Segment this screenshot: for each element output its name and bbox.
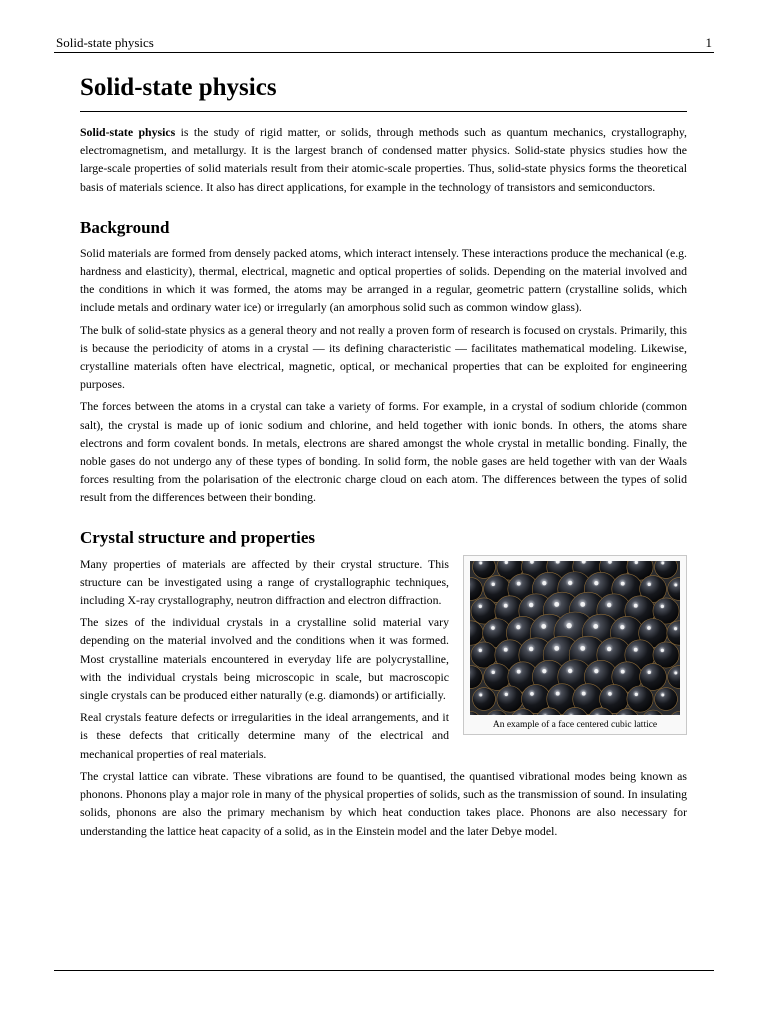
atom-highlight bbox=[634, 603, 638, 607]
atom-highlight bbox=[479, 693, 482, 696]
lattice-atom bbox=[497, 686, 523, 712]
atom-highlight bbox=[582, 691, 586, 695]
atom-highlight bbox=[568, 668, 572, 672]
atom-highlight bbox=[647, 626, 651, 630]
running-header bbox=[54, 34, 714, 53]
background-paragraph-3: The forces between the atoms in a crystal can take a variety of forms. For example, in a crystal of sodium chloride (common salt), the crystal is made up of ionic sodium and chlorine, and held together with ionic bonds. In others, the atoms share electrons and form covalent bonds. In metals, electrons are shared amongst the whole crystal in metallic bonding. Finally, the noble gases do not undergo any of these types of bonding. In solid form, the noble gases are held together with van der Waals forces resulting from the polarisation of the electronic charge cloud on each atom. The differences between the types of solid result from the differences between their bonding. bbox=[80, 399, 687, 505]
atom-highlight bbox=[648, 582, 651, 585]
atom-highlight bbox=[674, 627, 677, 630]
atom-highlight bbox=[556, 691, 560, 695]
intro-paragraph bbox=[80, 123, 687, 196]
atom-highlight bbox=[608, 692, 612, 696]
crystal-paragraph-3: Real crystals feature defects or irregularities in the ideal arrangements, and it is these defects that critically determine many of the electrical and mechanical properties of real materials. bbox=[80, 710, 449, 761]
atom-highlight bbox=[621, 581, 625, 585]
atom-highlight bbox=[580, 602, 585, 607]
atom-highlight bbox=[505, 692, 508, 695]
lattice-atom bbox=[473, 687, 496, 710]
atom-highlight bbox=[516, 625, 520, 629]
atom-highlight bbox=[504, 647, 508, 651]
lattice-atom bbox=[655, 687, 678, 710]
atom-highlight bbox=[492, 582, 495, 585]
section-heading-background: Background bbox=[80, 217, 170, 237]
atom-highlight bbox=[491, 626, 495, 630]
crystal-paragraph-4: The crystal lattice can vibrate. These vibrations are found to be quantised, the quantised vibrational modes being known as phonons. Phonons play a major role in many of the physical properties of solids, such as the transmission of sound. In insulating solids, phonons are also the primary mechanism by which heat conduction takes place. Phonons are also necessary for understanding the lattice heat capacity of a solid, as in the Einstein model and the later Debye model. bbox=[80, 768, 687, 838]
atom-highlight bbox=[517, 581, 521, 585]
atom-highlight bbox=[517, 669, 521, 673]
atom-highlight bbox=[568, 580, 572, 584]
atom-highlight bbox=[504, 603, 508, 607]
atom-highlight bbox=[492, 670, 495, 673]
atom-highlight bbox=[634, 647, 638, 651]
crystal-paragraph-1: Many properties of materials are affected by their crystal structure. This structure can be investigated using a range of crystallographic techniques, including X-ray crystallography, neutron diffraction and electron diffraction. bbox=[80, 556, 449, 608]
atom-highlight bbox=[648, 670, 651, 673]
atom-highlight bbox=[529, 602, 533, 606]
atom-highlight bbox=[661, 604, 664, 607]
running-title: Solid-state physics bbox=[56, 35, 154, 50]
atom-highlight bbox=[479, 604, 482, 607]
atom-highlight bbox=[529, 646, 533, 650]
atom-highlight bbox=[607, 602, 611, 606]
fcc-lattice-figure bbox=[463, 555, 687, 735]
intro-text: is the study of rigid matter, or solids, through methods such as quantum mechanics, crystallography, electromagnetism, and metallurgy. It is the largest branch of condensed matter physics. Solid-state physics studies how the large-scale properties of solid materials result from their atomic-scale properties. Thus, solid-state physics forms the theoretical basis of materials science. It also has direct applications, for example in the technology of transistors and semiconductors. bbox=[80, 125, 687, 194]
atom-highlight bbox=[674, 671, 677, 674]
page-title: Solid-state physics bbox=[80, 70, 687, 112]
fcc-lattice-image bbox=[470, 561, 680, 715]
atom-highlight bbox=[479, 561, 482, 564]
atom-highlight bbox=[661, 561, 664, 564]
atom-highlight bbox=[620, 625, 624, 629]
atom-highlight bbox=[542, 581, 546, 585]
atom-highlight bbox=[674, 583, 677, 586]
intro-term: Solid-state physics bbox=[80, 125, 176, 139]
figure-caption: An example of a face centered cubic lattice bbox=[492, 719, 658, 730]
atom-highlight bbox=[541, 624, 546, 629]
atom-highlight bbox=[594, 669, 598, 673]
atom-highlight bbox=[479, 648, 482, 651]
atom-highlight bbox=[566, 623, 571, 628]
atom-highlight bbox=[542, 669, 546, 673]
atom-highlight bbox=[593, 624, 598, 629]
atom-highlight bbox=[661, 648, 664, 651]
atom-highlight bbox=[661, 693, 664, 696]
crystal-paragraph-2: The sizes of the individual crystals in a crystalline solid material vary depending on the material involved and the conditions when it was formed. Most crystalline materials encountered in everyday life are polycrystalline, with the individual crystals being microscopic in scale, but macroscopic single crystals can be produced either naturally (e.g. diamonds) or artificially. bbox=[80, 615, 449, 703]
atom-highlight bbox=[554, 602, 559, 607]
atom-highlight bbox=[554, 646, 559, 651]
atom-highlight bbox=[607, 646, 611, 650]
background-paragraph-2: The bulk of solid-state physics as a general theory and not really a proven form of research is focused on crystals. Primarily, this is because the periodicity of atoms in a crystal — its defining characteristic — facilitates mathematical modeling. Likewise, crystalline materials often have electrical, magnetic, optical, or mechanical properties that can be exploited for engineering purposes. bbox=[80, 322, 687, 392]
footer-rule bbox=[54, 970, 714, 971]
lattice-atom bbox=[627, 686, 653, 712]
atom-highlight bbox=[580, 646, 585, 651]
atom-highlight bbox=[621, 669, 625, 673]
atom-highlight bbox=[530, 692, 534, 696]
atom-highlight bbox=[594, 581, 598, 585]
atom-highlight bbox=[635, 692, 638, 695]
page-number: 1 bbox=[705, 35, 712, 50]
section-heading-crystal-structure: Crystal structure and properties bbox=[80, 527, 315, 547]
background-paragraph-1: Solid materials are formed from densely packed atoms, which interact intensely. These interactions produce the mechanical (e.g. hardness and elasticity), thermal, electrical, magnetic and optical properties of solids. Depending on the material involved and the conditions in which it was formed, the atoms may be arranged in a regular, geometric pattern (crystalline solids, which include metals and ordinary water ice) or irregularly (an amorphous solid such as common window glass). bbox=[80, 245, 687, 315]
article-body bbox=[80, 70, 687, 840]
